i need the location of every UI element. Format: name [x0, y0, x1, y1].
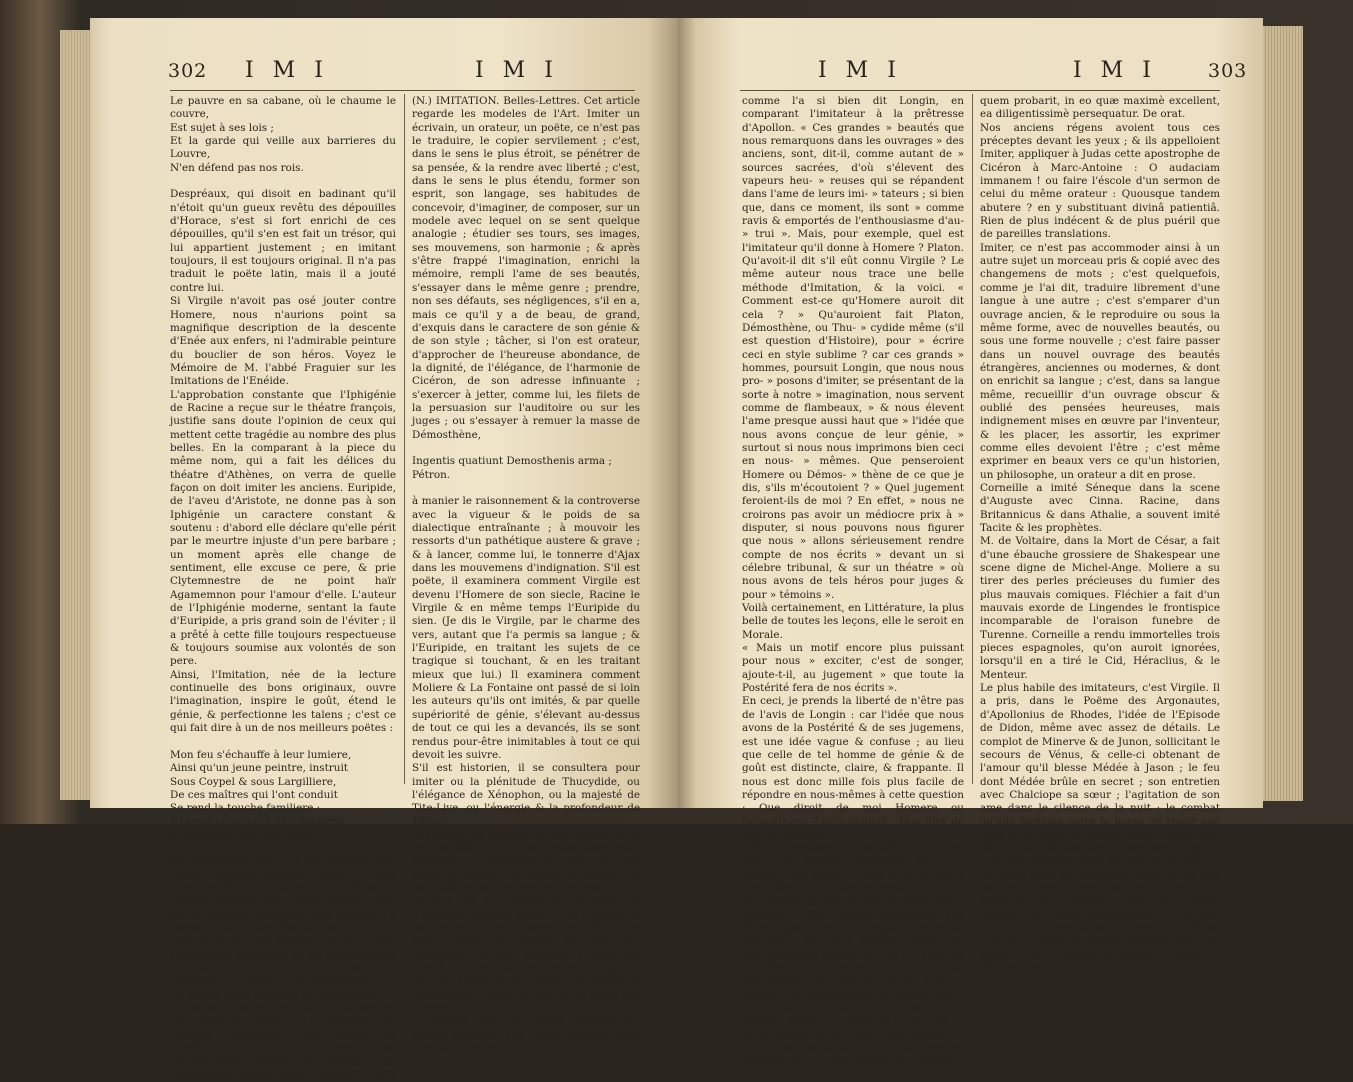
- right-page-edges: [1263, 26, 1303, 801]
- page-number-left: 302: [168, 60, 208, 82]
- right-page-column-1: comme l'a si bien dit Longin, en comparant l'imitateur à la prêtresse d'Apollon. « Ces grandes » beautés que nous remarquons dans les ouvrages » des anciens, sont, dit-il, comme autant de » sources sacrées, d'où s'élevent des vapeurs heu- » reuses qui se répandent dans l'ame de leurs imi- » tateurs ; si bien que, dans ce moment, ils sont » comme ravis & emportés de l'enthousiasme d'au- » trui ». Mais, pour exemple, quel est l'imitateur qu'il donne à Homere ? Platon. Qu'avoit-il dit s'il eût connu Virgile ? Le même auteur nous trace une belle méthode d'Imitation, & la voici. « Comment est-ce qu'Homere auroit dit cela ? » Qu'auroient fait Platon, Démosthène, ou Thu- » cydide même (s'il est question d'Histoire), pour » écrire ceci en style sublime ? car ces grands » hommes, poursuit Longin, que nous nous pro- » posons d'imiter, se présentant de la sorte à notre » imagination, nous servent comme de flambeaux, » & nous élevent l'ame presque aussi haut que » l'idée que nous avons conçue de leur génie, » surtout si nous nous imprimons bien ceci en nous- » mêmes. Que penseroient Homere ou Démos- » thène de ce que je dis, s'ils m'écoutoient ? » Quel jugement feroient-ils de moi ? En effet, » nous ne croirons pas avoir un médiocre prix à » disputer, si nous pouvons nous figurer que nous » allons sérieusement rendre compte de nos écrits » devant un si célebre tribunal, & sur un théatre » où nous avons de tels héros pour juges & pour » témoins ». Voilà certainement, en Littérature, la plus belle de toutes les leçons, elle le seroit en Morale. « Mais un motif encore plus puissant pour nous » exciter, c'est de songer, ajoute-t-il, au jugement » que toute la Postérité fera de nos écrits ». En ceci, je prends la liberté de n'être pas de l'avis de Longin : car l'idée que nous avons de la Postérité & de ses jugemens, est une idée vague & confuse ; au lieu que celle de tel homme de génie & de goût est distincte, claire, & frappante. Il nous est donc mille fois plus facile de répondre en nous-mêmes à cette question : Que diroit de moi Homere ou Démosthène ? qu'à celle-ci : Que dira de moi la Postérité ? « En se proposant un modele, dit Cicéron par » la bouche d'Antoine, le jeune orateur doit s'atta- » cher à ce qu'il y a d'excellent, & s'exercer ensuite » à lui ressembler en cela le plus qu'il lui sera » possible ». Tum accedat exercitatio quâ illum quem antè delegerit imitando effingat. « J'ai vu » souvent, ajoute-t-il, des imitateurs copier ce » qu'il y avoit de plus facile, & même ce qu'il » y avoit de défectueux, de vicieux dans leur » modele. Ils commencent par choisir mal ; & si » leur modele, quoique mauvais, a quelque bonne » qualité, ils la laissent, & ne prennent de lui que » ses défauts ». Qui autem ita faciet ut oportet, primùm vigilet necesse est in deligendo ; deinde,: [742, 95, 964, 1068]
- header-rule-right: [740, 90, 1220, 91]
- right-page-column-2: quem probarit, in eo quæ maximè excellent, ea diligentissimè persequatur. De orat. Nos anciens régens avoient tous ces préceptes devant les yeux ; & ils appelloient Imiter, appliquer à Judas cette apostrophe de Cicéron à Marc-Antoine : O audaciam immanem ! ou faire l'éscole d'un sermon de celui du même orateur : Quousque tandem abutere ? en y substituant divinâ patientiâ. Rien de plus indécent & de plus puéril que de pareilles translations. Imiter, ce n'est pas accommoder ainsi à un autre sujet un morceau pris & copié avec des changemens de mots ; c'est quelquefois, comme je l'ai dit, traduire librement d'une langue à une autre ; c'est s'emparer d'un ouvrage ancien, & le reproduire ou sous la même forme, avec de nouvelles beautés, ou sous une forme nouvelle ; c'est faire passer dans un nouvel ouvrage des beautés étrangères, anciennes ou modernes, & dont on enrichit sa langue ; c'est, dans sa langue même, recueillir d'un ouvrage obscur & oublié des pensées heureuses, mais indignement mises en œuvre par l'inventeur, & les placer, les assortir, les exprimer comme elles devoient l'être ; c'est même exprimer en beaux vers ce qu'un historien, un philosophe, un orateur a dit en prose. Corneille a imité Séneque dans la scene d'Auguste avec Cinna. Racine, dans Britannicus & dans Athalie, a souvent imité Tacite & les prophètes. M. de Voltaire, dans la Mort de César, a fait d'une ébauche grossiere de Shakespear une scene digne de Michel-Ange. Moliere a su tirer des perles précieuses du fumier des plus mauvais comiques. Fléchier a fait d'un mauvais exorde de Lingendes le frontispice incomparable de l'oraison funebre de Turenne. Corneille a rendu immortelles trois pieces espagnoles, qu'on auroit ignorées, lorsqu'il en a tiré le Cid, Héraclius, & le Menteur. Le plus habile des imitateurs, c'est Virgile. Il a pris, dans le Poëme des Argonautes, d'Apollonius de Rhodes, l'idée de l'Episode de Didon, même avec assez de détails. Le complot de Minerve & de Junon, sollicitant le secours de Vénus, & celle-ci obtenant de l'amour qu'il blesse Médée à Jason ; le feu dont Médée brûle en secret ; son entretien avec Chalciope sa sœur ; l'agitation de son ame dans le silence de la nuit ; le combat qu'elle éprouve entre la honte de trahir son pere & le desir de sauver Jason ; tout cela, dis-je, est évidemment l'esquisse d'après laquelle Virgile a peint le plus beau tableau qui nous reste de l'Antiquité. Mais on va voir par un exemple, combien, en imitant, il a surpassé son modele. Voici la version littérale du texte d'Apollonius. « La nuit couvroit » la terre de son ombre, & en pleine mer les » nochers étoient occupés sur leur navire à ob- » server les étoiles d'Hélice & d'Orion. Les voya-: [980, 95, 1220, 975]
- left-page-column-2: (N.) IMITATION. Belles-Lettres. Cet article regarde les modeles de l'Art. Imiter un écrivain, un orateur, un poëte, ce n'est pas le traduire, le copier servilement ; c'est, dans le sens le plus étroit, se pénétrer de sa pensée, & la rendre avec liberté ; c'est, dans le sens le plus étendu, former son esprit, son langage, ses habitudes de concevoir, d'imaginer, de composer, sur un modele avec lequel on se sent quelque analogie ; étudier ses tours, ses images, ses mouvemens, son harmonie ; & après s'être frappé l'imagination, enrichi la mémoire, rempli l'ame de ses beautés, s'essayer dans le même genre ; prendre, non ses défauts, ses négligences, s'il en a, mais ce qu'il y a de beau, de grand, d'exquis dans le caractere de son génie & de son style ; tâcher, si l'on est orateur, d'approcher de l'heureuse abondance, de la dignité, de l'élégance, de l'harmonie de Cicéron, de son adresse infinuante ; s'exercer à jetter, comme lui, les filets de la persuasion sur l'auditoire ou sur les juges ; ou s'essayer à remuer la masse de Démosthène, Ingentis quatiunt Demosthenis arma ; Pétron. à manier le raisonnement & la controverse avec la vigueur & le poids de sa dialectique entraînante ; à mouvoir les ressorts d'un pathétique austere & grave ; & à lancer, comme lui, le tonnerre d'Ajax dans les mouvemens d'indignation. S'il est poëte, il examinera comment Virgile est devenu l'Homere de son siecle, Racine le Virgile & en même temps l'Euripide du sien. (Je dis le Virgile, par le charme des vers, autant que l'a permis sa langue ; & l'Euripide, en traitant les sujets de ce tragique si touchant, & en les traitant mieux que lui.) Il examinera comment Moliere & La Fontaine ont passé de si loin les auteurs qu'ils ont imités, & par quelle supériorité de génie, s'élevant au-dessus de tout ce qui les a devancés, ils se sont rendus pour-être inimitables à tout ce qui devoit les suivre. S'il est historien, il se consultera pour imiter ou la plénitude de Thucydide, ou l'élégance de Xénophon, ou la majesté de Tite-Live, ou l'énergie & la profondeur de Tacite. Les éleves de Raphaël & des Carache n'en ont pas été les copistes ; mais, dans leurs tableaux, on reconnoît le génie de leur école, la touche, le dessin, la couleur de leur maître, sa maniere de composer. Ce qui fait des imitateurs un troupeau d'esclaves, servum pecus, c'est l'inertie de leur esprit, & cette basse timidité qui ne sait qu'obéir & suivre. De tous les caracteres, le plus essentiel à celui qui prend pour modele un homme de génie, c'est la hardiesse du génie ; & comment ressembler à celui qui ose, si on n'ose pas comme lui ? « Celui-là seul est digne d'imiter les grands modeles, que l'esprit d'autrui ravit hors de lui-même ;: [412, 95, 640, 1055]
- page-number-right: 303: [1208, 60, 1248, 82]
- column-divider-left: [404, 94, 405, 784]
- left-page: [90, 18, 678, 1082]
- running-head-right-center: I M I: [818, 58, 902, 83]
- header-rule-left: [170, 90, 635, 91]
- left-page-column-1: Le pauvre en sa cabane, où le chaume le couvre, Est sujet à ses lois ; Et la garde qui veille aux barrieres du Louvre, N'en défend pas nos rois. Despréaux, qui disoit en badinant qu'il n'étoit qu'un gueux revêtu des dépouilles d'Horace, s'est si fort enrichi de ces dépouilles, qu'il s'en est fait un trésor, qui lui appartient justement ; en imitant toujours, il est toujours original. Il n'a pas traduit le poëte latin, mais il a jouté contre lui. Si Virgile n'avoit pas osé jouter contre Homere, nous n'aurions point sa magnifique description de la descente d'Enée aux enfers, ni l'admirable peinture du bouclier de son héros. Voyez le Mémoire de M. l'abbé Fraguier sur les Imitations de l'Enéide. L'approbation constante que l'Iphigénie de Racine a reçue sur le théatre françois, justifie sans doute l'opinion de ceux qui mettent cette tragédie au nombre des plus belles. En la comparant à la piece du même nom, qui a fait les délices du théatre d'Athènes, on verra de quelle façon on doit imiter les anciens. Euripide, de l'aveu d'Aristote, ne donne pas à son Iphigénie un caractere constant & soutenu : d'abord elle déclare qu'elle périt par le meurtre injuste d'un pere barbare ; un moment après elle change de sentiment, elle excuse ce pere, & prie Clytemnestre de ne point haïr Agamemnon pour l'amour d'elle. L'auteur de l'Iphigénie moderne, sentant la faute d'Euripide, a pris grand soin de l'éviter ; il a prêté à cette fille toujours respectueuse & toujours soumise aux volontés de son pere. Ainsi, l'Imitation, née de la lecture continuelle des bons originaux, ouvre l'imagination, inspire le goût, étend le génie, & perfectionne les talens ; c'est ce qui fait dire à un de nos meilleurs poëtes : Mon feu s'échauffe à leur lumiere, Ainsi qu'un jeune peintre, instruit Sous Coypel & sous Largilliere, De ces maîtres qui l'ont conduit Se rend la touche familiere ; Il prend noblement leur maniere, Et compose avec leur esprit. Ne rougissons donc pas de consulter des guides habiles, toujours prêts à nous conduire. Quoiqu'ils soient nos maîtres, la grande distance que nous voyons entre eux & nous ne doit point nous effrayer. La carriere dans laquelle ils ont couru si glorieusement, est encore ouverte ; nous pouvons les atteindre, ou les prenant pour modeles & pour rivaux dans nos Imitations : si nous ne les atteignons pas, du moins nous pouvons en approcher ; & après les grands hommes, il est encore des places honorables. La réputation de Lucrece n'empêcha pas Virgile de paroître, & la gloire d'Hortensius ne ralentit point l'ardeur de Cicéron pour l'Eloquence. (Le chevalier DE JAUCOURT.): [170, 95, 396, 1082]
- column-divider-right: [972, 94, 973, 784]
- left-page-edges: [60, 30, 90, 800]
- running-head-left-center: I M I: [475, 58, 559, 83]
- running-head-right: I M I: [1073, 58, 1157, 83]
- right-page: [678, 18, 1263, 1068]
- running-head-left: I M I: [245, 58, 329, 83]
